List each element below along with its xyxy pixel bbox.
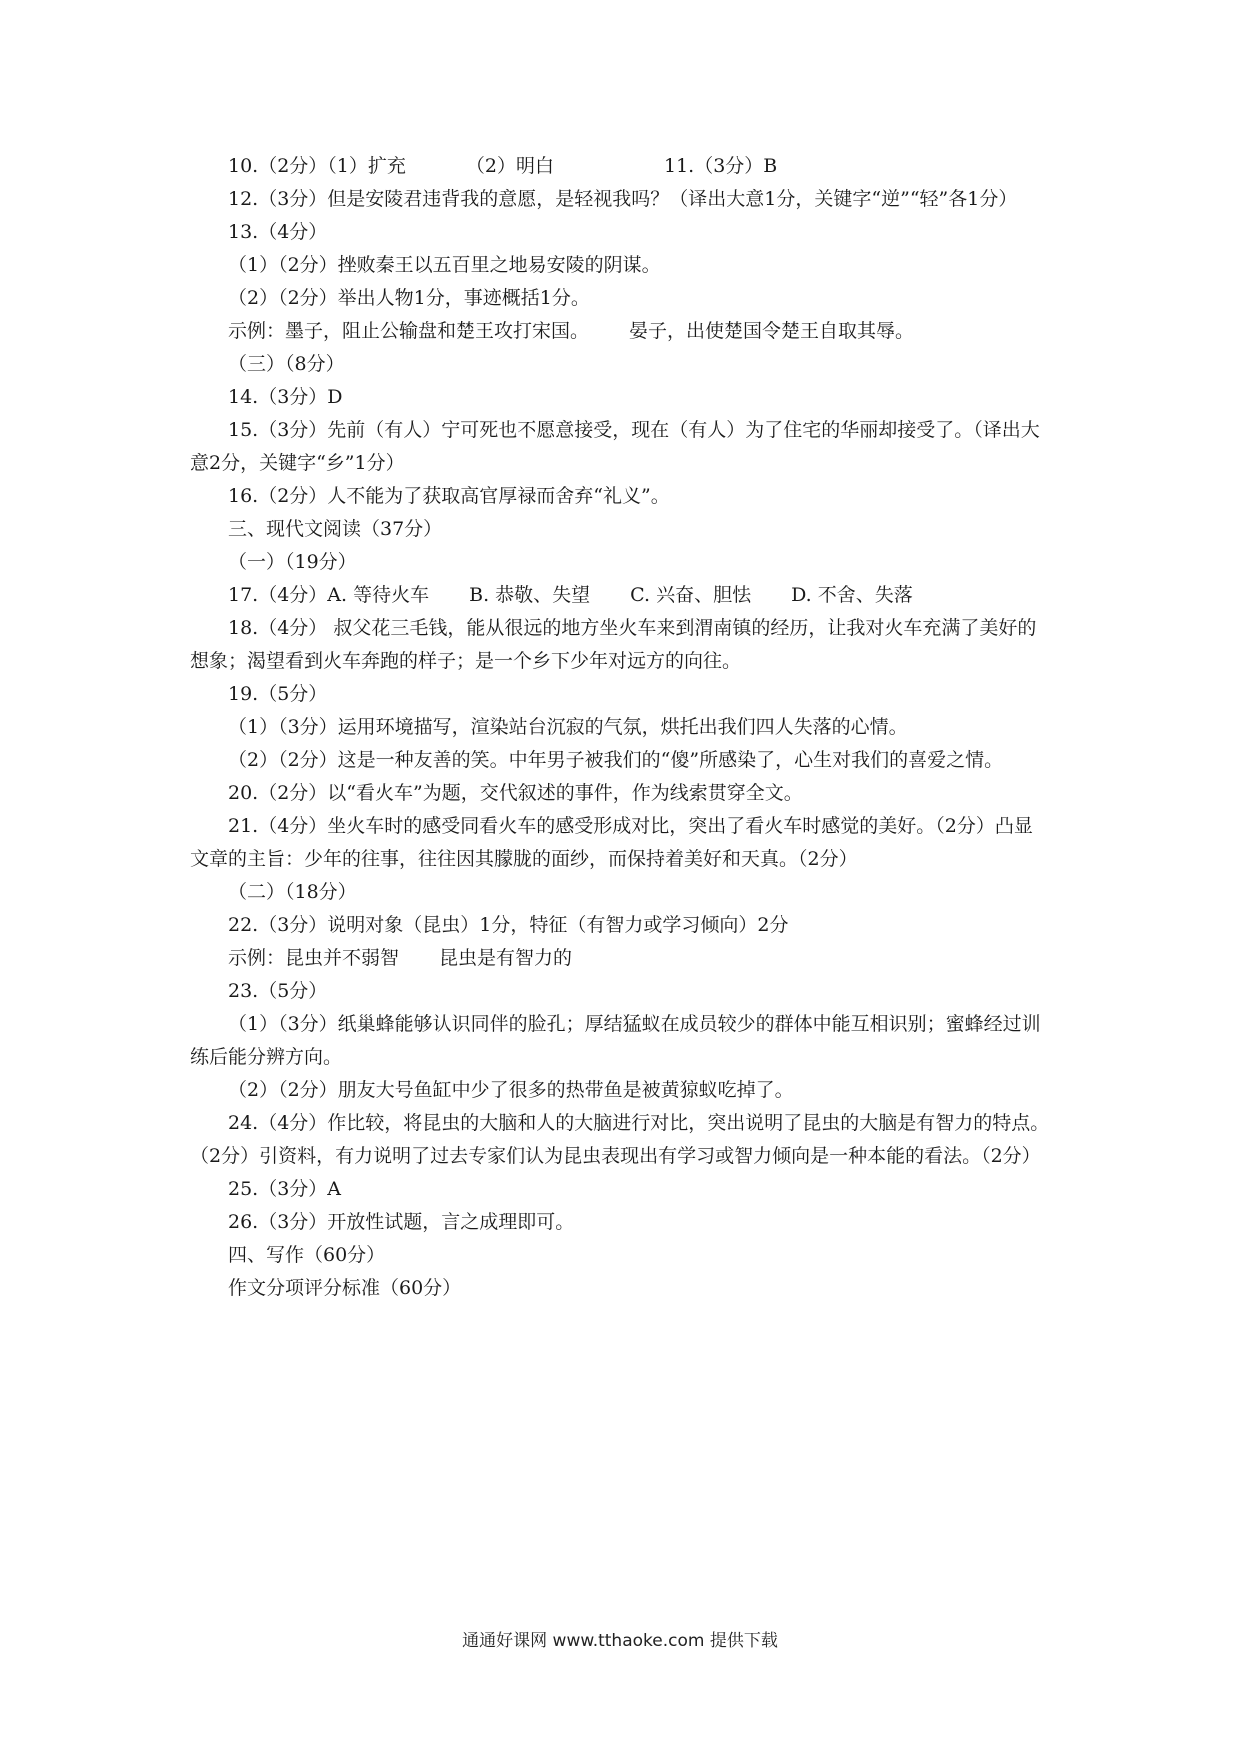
essay-rubric-title: 作文分项评分标准（60分） xyxy=(228,1277,462,1299)
page-footer: 通通好课网 www.tthaoke.com 提供下载 xyxy=(462,1631,778,1651)
answer-11: 11.（3分）B xyxy=(664,155,778,177)
answer-17-c: C. 兴奋、胆怯 xyxy=(630,584,752,606)
answer-23-1: （1）（3分）纸巢蜂能够认识同伴的脸孔；厚结猛蚁在成员较少的群体中能互相识别；蜜蜂经过训练后能分辨方向。 xyxy=(190,1013,1041,1068)
answer-10-part2: （2）明白 xyxy=(465,155,554,177)
subsection-1-heading: （一）（19分） xyxy=(228,551,357,573)
example-a: 示例：昆虫并不弱智 xyxy=(228,947,400,969)
answer-18: 18.（4分） 叔父花三毛钱，能从很远的地方坐火车来到渭南镇的经历，让我对火车充满了美好的想象；渴望看到火车奔跑的样子；是一个乡下少年对远方的向往。 xyxy=(190,617,1037,672)
answer-24: 24.（4分）作比较，将昆虫的大脑和人的大脑进行对比，突出说明了昆虫的大脑是有智力的特点。（2分）引资料，有力说明了过去专家们认为昆虫表现出有学习或智力倾向是一种本能的看法。（2分） xyxy=(190,1112,1050,1167)
answer-13-2: （2）（2分）举出人物1分，事迹概括1分。 xyxy=(228,287,590,309)
answer-17 xyxy=(190,579,1050,612)
answer-25: 25.（3分）A xyxy=(228,1178,342,1200)
answer-13: 13.（4分） xyxy=(228,221,328,243)
answer-13-1: （1）（2分）挫败秦王以五百里之地易安陵的阴谋。 xyxy=(228,254,661,276)
answer-17-a: 17.（4分）A. 等待火车 xyxy=(228,584,430,606)
answer-20: 20.（2分）以“看火车”为题，交代叙述的事件，作为线索贯穿全文。 xyxy=(228,782,803,804)
example-mozi: 示例：墨子，阻止公输盘和楚王攻打宋国。 xyxy=(228,320,590,342)
answer-16: 16.（2分）人不能为了获取高官厚禄而舍弃“礼义”。 xyxy=(228,485,670,507)
answer-17-b: B. 恭敬、失望 xyxy=(469,584,591,606)
example-yanzi: 晏子，出使楚国令楚王自取其辱。 xyxy=(629,320,915,342)
answer-19: 19.（5分） xyxy=(228,683,328,705)
answer-22-example xyxy=(190,942,1050,975)
answer-15: 15.（3分）先前（有人）宁可死也不愿意接受，现在（有人）为了住宅的华丽却接受了。（译出大意2分，关键字“乡”1分） xyxy=(190,419,1040,474)
part-4-heading: 四、写作（60分） xyxy=(228,1244,386,1266)
part-3-heading: 三、现代文阅读（37分） xyxy=(228,518,443,540)
example-b: 昆虫是有智力的 xyxy=(439,947,573,969)
answer-21: 21.（4分）坐火车时的感受同看火车的感受形成对比，突出了看火车时感觉的美好。（2分）凸显文章的主旨：少年的往事，往往因其朦胧的面纱，而保持着美好和天真。（2分） xyxy=(190,815,1033,870)
answer-12: 12.（3分）但是安陵君违背我的意愿，是轻视我吗？（译出大意1分，关键字“逆”“轻”各1分） xyxy=(228,188,1018,210)
answer-19-1: （1）（3分）运用环境描写，渲染站台沉寂的气氛，烘托出我们四人失落的心情。 xyxy=(228,716,908,738)
answer-19-2: （2）（2分）这是一种友善的笑。中年男子被我们的“傻”所感染了，心生对我们的喜爱之情。 xyxy=(228,749,1004,771)
answer-23: 23.（5分） xyxy=(228,980,328,1002)
section-3-heading: （三）（8分） xyxy=(228,353,345,375)
answer-10-part1: 10.（2分）（1）扩充 xyxy=(228,155,406,177)
answer-key-body xyxy=(190,150,1050,1305)
answer-10-11 xyxy=(190,150,1050,183)
answer-17-d: D. 不舍、失落 xyxy=(791,584,913,606)
answer-14: 14.（3分）D xyxy=(228,386,343,408)
subsection-2-heading: （二）（18分） xyxy=(228,881,357,903)
answer-13-example xyxy=(190,315,1050,348)
answer-22: 22.（3分）说明对象（昆虫）1分，特征（有智力或学习倾向）2分 xyxy=(228,914,789,936)
answer-23-2: （2）（2分）朋友大号鱼缸中少了很多的热带鱼是被黄猄蚁吃掉了。 xyxy=(228,1079,794,1101)
answer-26: 26.（3分）开放性试题，言之成理即可。 xyxy=(228,1211,575,1233)
